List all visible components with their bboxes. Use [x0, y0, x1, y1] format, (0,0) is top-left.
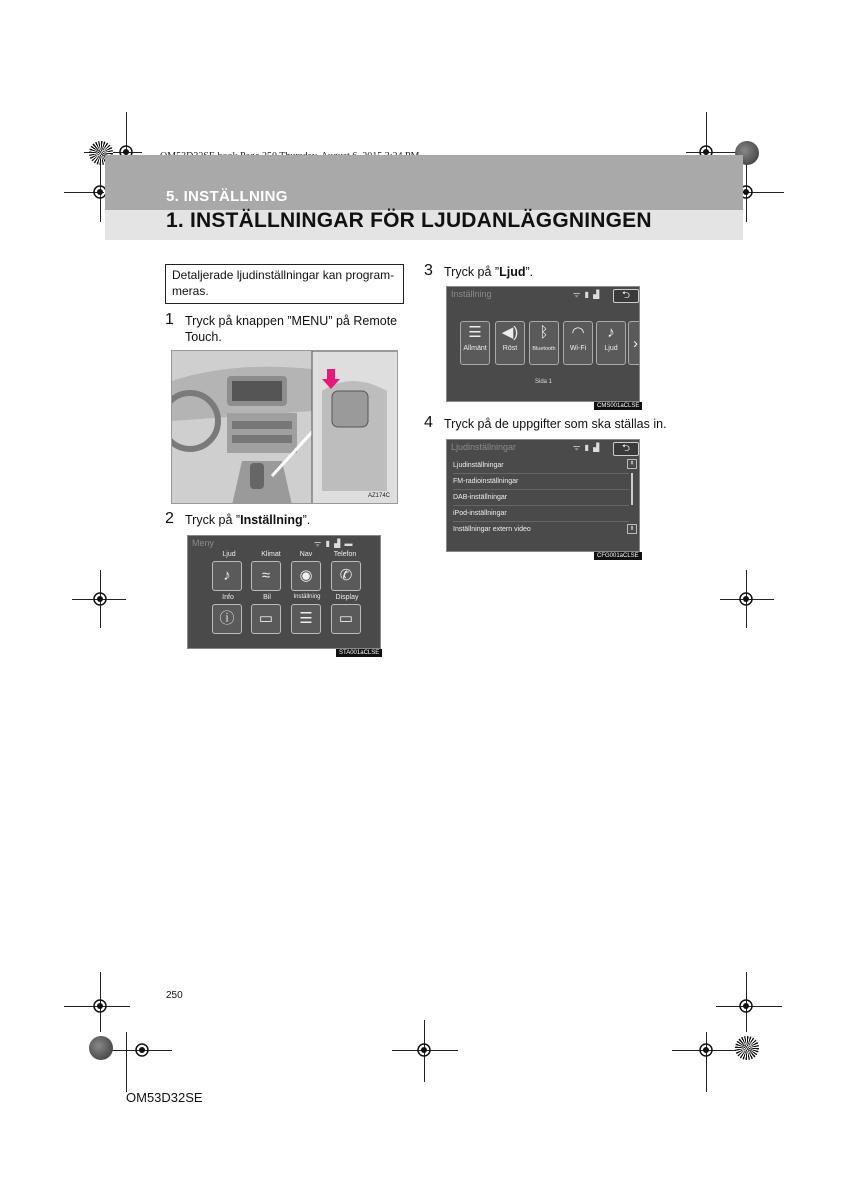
- page-number: 250: [166, 990, 183, 1001]
- setup-screen: [446, 286, 640, 402]
- registration-mark: [412, 1038, 436, 1062]
- note-box: Detaljerade ljudinställningar kan programmeras.: [165, 264, 404, 304]
- step-number: 3: [424, 262, 433, 279]
- scroll-up-button[interactable]: ⇞: [627, 459, 637, 469]
- list-item[interactable]: iPod-inställningar: [453, 507, 629, 522]
- step-text: Tryck på knappen ”MENU” på Remote Touch.: [185, 314, 398, 344]
- next-page-button[interactable]: [628, 321, 640, 365]
- status-icons: ᯤ ▮ ▟: [573, 290, 601, 299]
- footer-code: OM53D32SE: [126, 1090, 203, 1105]
- figure-code: CFG001aCLSE: [594, 552, 642, 560]
- car-interior-illustration: [171, 350, 398, 504]
- step-number: 2: [165, 510, 174, 527]
- section-label: 5. INSTÄLLNING: [166, 188, 288, 205]
- registration-mark: [694, 1038, 718, 1062]
- tile-label: Klimat: [261, 551, 281, 558]
- tile-bluetooth[interactable]: [529, 321, 559, 365]
- tile-label: Bil: [263, 594, 271, 601]
- step-text: Tryck på de uppgifter som ska ställas in.: [444, 417, 667, 431]
- tile-label: Röst: [502, 345, 518, 352]
- back-button[interactable]: ⮌: [613, 289, 639, 303]
- back-button[interactable]: ⮌: [613, 442, 639, 456]
- chevron-right-icon: ›: [633, 335, 638, 352]
- tile-label: Nav: [299, 551, 313, 558]
- photo-code: AZ174C: [368, 493, 391, 499]
- figure-code: STA001aCLSE: [336, 649, 382, 657]
- tile-label: Ljud: [604, 345, 618, 352]
- tile-label: Wi-Fi: [569, 345, 587, 352]
- chapter-title: 1. INSTÄLLNINGAR FÖR LJUDANLÄGGNINGEN: [166, 209, 652, 232]
- star-target-mark: [735, 1036, 759, 1060]
- screen-title: Meny: [192, 538, 215, 548]
- tile-label: Inställning: [293, 594, 321, 600]
- bluetooth-icon: ᛒ: [539, 324, 549, 341]
- status-icons: ᯤ ▮ ▟: [573, 443, 601, 452]
- general-icon: ☰: [468, 324, 482, 341]
- registration-mark: [734, 994, 758, 1018]
- step-number: 4: [424, 414, 433, 431]
- climate-icon[interactable]: ≈: [251, 561, 281, 591]
- tile-label: Info: [222, 594, 234, 601]
- list-item[interactable]: DAB-inställningar: [453, 491, 629, 506]
- wifi-icon: ◠: [571, 324, 585, 341]
- phone-icon[interactable]: ✆: [331, 561, 361, 591]
- car-icon[interactable]: ▭: [251, 604, 281, 634]
- tile-label: Ljud: [222, 551, 236, 558]
- scroll-down-button[interactable]: ⇟: [627, 524, 637, 534]
- tile-rost[interactable]: [495, 321, 525, 365]
- tile-allmant[interactable]: [460, 321, 490, 365]
- music-note-icon: ♪: [607, 324, 615, 341]
- gray-target-mark: [89, 1036, 113, 1060]
- tile-label: Bluetooth: [532, 346, 556, 352]
- registration-mark: [130, 1038, 154, 1062]
- status-icons: ᯤ ▮ ▟ ▬: [314, 539, 354, 548]
- scrollbar[interactable]: [631, 473, 633, 505]
- tile-label: Telefon: [333, 551, 357, 558]
- screen-title: Inställning: [451, 289, 492, 299]
- compass-icon[interactable]: ◉: [291, 561, 321, 591]
- list-item[interactable]: Ljudinställningar: [453, 459, 629, 474]
- step-text: Tryck på ”Inställning”.: [185, 513, 311, 527]
- step-text: Tryck på ”Ljud”.: [444, 265, 534, 279]
- settings-icon[interactable]: ☰: [291, 604, 321, 634]
- tile-label: Display: [335, 594, 359, 601]
- page-indicator: Sida 1: [535, 379, 553, 385]
- menu-screen: [187, 535, 381, 649]
- voice-icon: ◀): [501, 324, 519, 341]
- figure-code: CMS001aCLSE: [594, 402, 642, 410]
- registration-mark: [88, 587, 112, 611]
- screen-title: Ljudinställningar: [451, 442, 517, 452]
- tile-label: Allmänt: [463, 345, 487, 352]
- audio-settings-screen: [446, 439, 640, 552]
- music-note-icon[interactable]: ♪: [212, 561, 242, 591]
- list-item[interactable]: FM-radioinställningar: [453, 475, 629, 490]
- tile-wifi[interactable]: [563, 321, 593, 365]
- tile-ljud[interactable]: [596, 321, 626, 365]
- list-item[interactable]: Inställningar extern video: [453, 526, 531, 533]
- step-number: 1: [165, 311, 174, 328]
- registration-mark: [88, 994, 112, 1018]
- info-icon[interactable]: ⓘ: [212, 604, 242, 634]
- registration-mark: [734, 587, 758, 611]
- display-icon[interactable]: ▭: [331, 604, 361, 634]
